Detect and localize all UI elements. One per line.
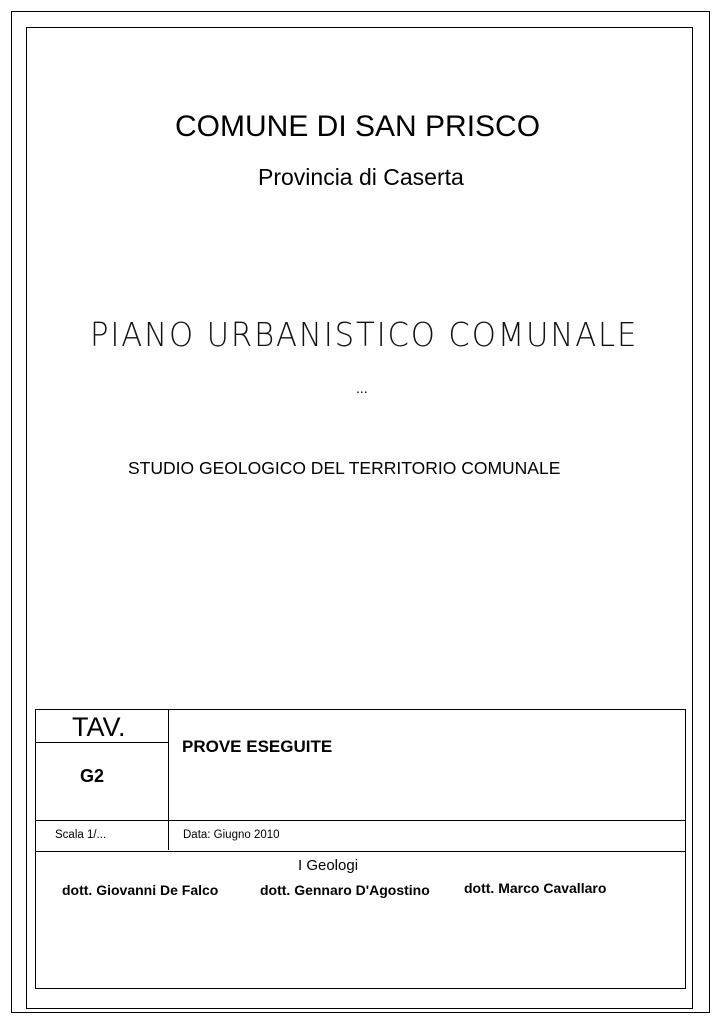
title-block-divider-2 [36,851,685,852]
tav-label: TAV. [72,712,126,742]
author-name: dott. Marco Cavallaro [464,880,607,896]
municipality-title: COMUNE DI SAN PRISCO [175,110,541,143]
plan-ellipsis: ... [356,380,368,396]
title-block-divider-vertical [168,710,169,850]
plan-title: PIANO URBANISTICO COMUNALE [90,315,639,354]
date-label: Data: Giugno 2010 [183,829,280,841]
title-block [35,709,686,989]
author-name: dott. Giovanni De Falco [62,882,219,898]
authors-heading: I Geologi [298,857,359,874]
author-name: dott. Gennaro D'Agostino [260,882,430,898]
title-block-divider-1 [36,820,685,821]
province-subtitle: Provincia di Caserta [258,164,464,190]
tav-number: G2 [80,766,105,786]
sheet-subject: PROVE ESEGUITE [182,737,333,756]
study-title: STUDIO GEOLOGICO DEL TERRITORIO COMUNALE [128,458,561,478]
scale-label: Scala 1/... [55,829,107,841]
